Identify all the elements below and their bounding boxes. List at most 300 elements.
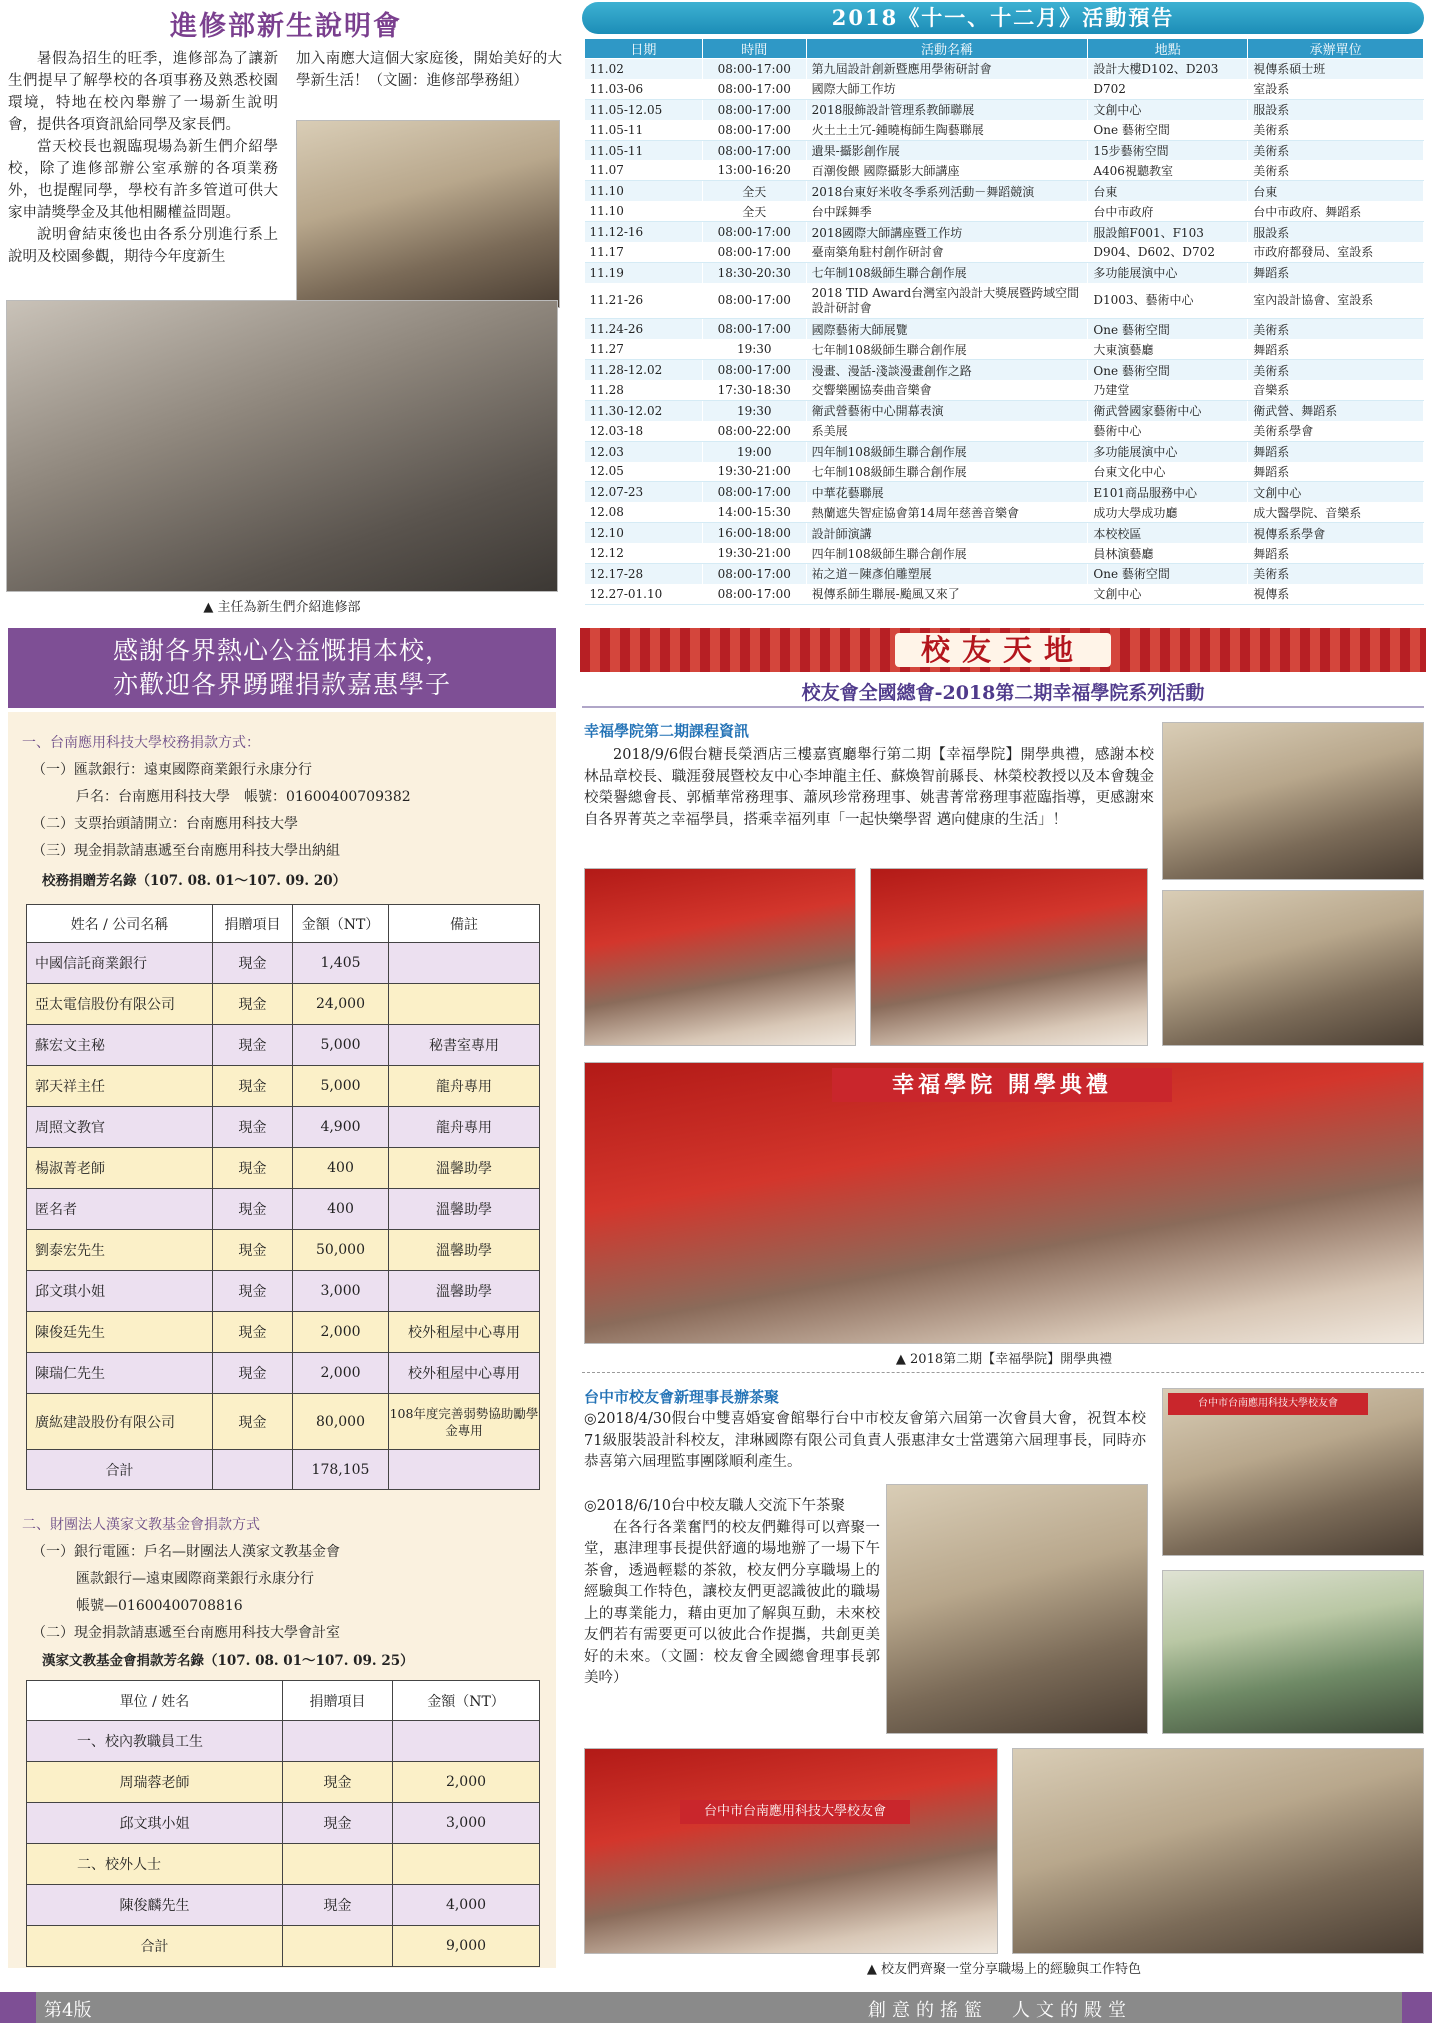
- calendar-time: 全天: [702, 181, 806, 201]
- donor-name: 匿名者: [27, 1189, 213, 1230]
- calendar-activity: 七年制108級師生聯合創作展: [806, 262, 1088, 282]
- total-label: 合計: [27, 1926, 283, 1967]
- calendar-time: 08:00-17:00: [702, 319, 806, 339]
- calendar-row: [585, 262, 1424, 282]
- calendar-col-venue: 地點: [1088, 39, 1248, 59]
- calendar-time: 19:30-21:00: [702, 543, 806, 563]
- donor-name: 周照文教官: [27, 1107, 213, 1148]
- divider: [582, 706, 1424, 708]
- presentation-photo: [1162, 1570, 1424, 1734]
- donor-note: 溫馨助學: [389, 1271, 540, 1312]
- tea-gathering-photo: [1012, 1748, 1424, 1954]
- calendar-venue: D904、D602、D702: [1088, 242, 1248, 262]
- classroom-photo: [296, 120, 560, 308]
- calendar-venue: E101商品服務中心: [1088, 482, 1248, 502]
- donor-amount: 400: [293, 1148, 389, 1189]
- calendar-col-activity: 活動名稱: [806, 39, 1088, 59]
- donor-name: 邱文琪小姐: [27, 1803, 283, 1844]
- calendar-row: [585, 319, 1424, 339]
- calendar-activity: 國際大師工作坊: [806, 79, 1088, 99]
- alumni-banner-title: 校友天地: [895, 633, 1111, 667]
- alumni-group-photo: [584, 1748, 998, 1954]
- donor-item: 現金: [213, 1271, 293, 1312]
- calendar-date: 11.24-26: [585, 319, 703, 339]
- calendar-venue: 文創中心: [1088, 99, 1248, 119]
- page-footer: [0, 1992, 1432, 2023]
- school-donor-table: [26, 904, 540, 1490]
- calendar-organizer: 音樂系: [1248, 380, 1424, 400]
- donor-name: 蘇宏文主秘: [27, 1025, 213, 1066]
- calendar-venue: One 藝術空間: [1088, 319, 1248, 339]
- donor-row: [27, 1394, 540, 1450]
- calendar-time: 08:00-17:00: [702, 242, 806, 262]
- footer-slogan: 創意的搖籃 人文的殿堂: [868, 2000, 1132, 2021]
- calendar-organizer: 服設系: [1248, 99, 1424, 119]
- calendar-time: 08:00-17:00: [702, 140, 806, 160]
- donor-list-title: 校務捐贈芳名錄（107. 08. 01～107. 09. 20）: [42, 873, 347, 889]
- calendar-venue: One 藝術空間: [1088, 360, 1248, 380]
- donor-row: [27, 1148, 540, 1189]
- calendar-activity: 四年制108級師生聯合創作展: [806, 441, 1088, 461]
- group-empty: [393, 1721, 540, 1762]
- donor-row: [27, 1230, 540, 1271]
- calendar-organizer: 美術系: [1248, 140, 1424, 160]
- donor-group-label: 一、校內教職員工生: [27, 1721, 283, 1762]
- calendar-date: 11.19: [585, 262, 703, 282]
- calendar-time: 08:00-17:00: [702, 360, 806, 380]
- calendar-organizer: 美術系學會: [1248, 421, 1424, 441]
- calendar-date: 12.08: [585, 502, 703, 522]
- group-empty: [393, 1844, 540, 1885]
- donor-col-note: 備註: [389, 905, 540, 943]
- calendar-date: 12.27-01.10: [585, 584, 703, 604]
- calendar-venue: A406視聽教室: [1088, 160, 1248, 180]
- donor-amount: 5,000: [293, 1025, 389, 1066]
- calendar-row: [585, 380, 1424, 400]
- calendar-date: 11.27: [585, 339, 703, 359]
- donor-row: [27, 1885, 540, 1926]
- calendar-organizer: 室設系: [1248, 79, 1424, 99]
- section-heading: 台中市校友會新理事長辦茶聚: [584, 1388, 780, 1406]
- donor-amount: 5,000: [293, 1066, 389, 1107]
- donation-method-line: （三）現金捐款請惠遞至台南應用科技大學出納組: [32, 843, 340, 859]
- director-photo: [886, 1484, 1148, 1734]
- calendar-venue: 台東文化中心: [1088, 462, 1248, 482]
- calendar-venue: One 藝術空間: [1088, 120, 1248, 140]
- ceremony-banner-in-photo: 幸福學院 開學典禮: [832, 1068, 1172, 1102]
- calendar-venue: One 藝術空間: [1088, 563, 1248, 583]
- donor-item: 現金: [213, 1394, 293, 1450]
- donor-amount: 2,000: [293, 1353, 389, 1394]
- donation-method-line: （一）銀行電匯：戶名—財團法人漢家文教基金會: [32, 1544, 340, 1560]
- calendar-date: 12.12: [585, 543, 703, 563]
- calendar-row: [585, 283, 1424, 319]
- calendar-activity: 祐之道－陳彥伯雕塑展: [806, 563, 1088, 583]
- donor-col-amount: 金額（NT）: [393, 1681, 540, 1721]
- donor-note: 108年度完善弱勢協助勵學金專用: [389, 1394, 540, 1450]
- calendar-row: [585, 360, 1424, 380]
- calendar-date: 11.28-12.02: [585, 360, 703, 380]
- donor-col-item: 捐贈項目: [283, 1681, 393, 1721]
- donor-amount: 24,000: [293, 984, 389, 1025]
- calendar-activity: 中華花藝聯展: [806, 482, 1088, 502]
- calendar-time: 08:00-22:00: [702, 421, 806, 441]
- section-subheading: ◎2018/6/10台中校友職人交流下午茶聚: [584, 1498, 845, 1514]
- taichung-alumni-article: [584, 1386, 1146, 1474]
- calendar-date: 11.05-11: [585, 140, 703, 160]
- calendar-time: 08:00-17:00: [702, 482, 806, 502]
- calendar-activity: 七年制108級師生聯合創作展: [806, 462, 1088, 482]
- donor-col-name: 姓名 / 公司名稱: [27, 905, 213, 943]
- section-paragraph: 在各行各業奮鬥的校友們難得可以齊聚一堂，惠津理事長提供舒適的場地辦了一場下午茶會，透過輕鬆的茶敘，校友們分享職場上的經驗與工作特色，讓校友們更認識彼此的職場上的專業能力，藉由更加了解與互動，未來校友們若有需要更可以彼此合作提攜，共創更美好的未來。（文圖：校友會全國總會理事長郭美吟）: [584, 1519, 880, 1686]
- calendar-row: [585, 339, 1424, 359]
- calendar-activity: 百潮俊餵 國際攝影大師講座: [806, 160, 1088, 180]
- calendar-header-row: [585, 39, 1424, 59]
- association-banner-in-photo: 台中市台南應用科技大學校友會: [680, 1800, 910, 1824]
- donor-row: [27, 1271, 540, 1312]
- news-body: [8, 48, 278, 268]
- donor-table-header: [27, 1681, 540, 1721]
- calendar-date: 12.07-23: [585, 482, 703, 502]
- divider: [582, 1372, 1424, 1373]
- donor-name: 周瑞蓉老師: [27, 1762, 283, 1803]
- calendar-row: [585, 59, 1424, 79]
- donor-note: 校外租屋中心專用: [389, 1312, 540, 1353]
- calendar-col-organizer: 承辦單位: [1248, 39, 1424, 59]
- calendar-organizer: 舞蹈系: [1248, 339, 1424, 359]
- total-amount: 178,105: [293, 1450, 389, 1490]
- happiness-academy-article: [584, 720, 1154, 831]
- calendar-time: 16:00-18:00: [702, 523, 806, 543]
- calendar-activity: 交響樂團協奏曲音樂會: [806, 380, 1088, 400]
- photo-caption: ▲ 2018第二期【幸福學院】開學典禮: [895, 1352, 1113, 1367]
- footer-accent: [1402, 1992, 1432, 2023]
- donor-name: 中國信託商業銀行: [27, 943, 213, 984]
- calendar-organizer: 舞蹈系: [1248, 543, 1424, 563]
- calendar-organizer: 舞蹈系: [1248, 462, 1424, 482]
- donor-note: 溫馨助學: [389, 1148, 540, 1189]
- calendar-organizer: 美術系: [1248, 120, 1424, 140]
- news-title: 進修部新生說明會: [170, 11, 402, 42]
- donation-method-line: （二）現金捐款請惠遞至台南應用科技大學會計室: [32, 1625, 340, 1641]
- donor-table-total-row: [27, 1450, 540, 1490]
- calendar-row: [585, 160, 1424, 180]
- group-photo: [1162, 722, 1424, 880]
- calendar-time: 全天: [702, 201, 806, 221]
- calendar-row: [585, 99, 1424, 119]
- association-banner-in-photo: 台中市台南應用科技大學校友會: [1168, 1393, 1368, 1415]
- donation-section-title: 二、財團法人漢家文教基金會捐款方式: [22, 1517, 260, 1533]
- donation-account-line: 戶名：台南應用科技大學 帳號：01600400709382: [76, 789, 411, 805]
- donation-banner: [8, 628, 556, 708]
- donor-amount: 2,000: [393, 1762, 540, 1803]
- total-label: 合計: [27, 1450, 213, 1490]
- calendar-row: [585, 181, 1424, 201]
- donor-note: [389, 943, 540, 984]
- calendar-organizer: 室內設計協會、室設系: [1248, 283, 1424, 319]
- news-paragraph: 當天校長也親臨現場為新生們介紹學校，除了進修部辦公室承辦的各項業務外，也提醒同學，學校有許多管道可供大家申請獎學金及其他相關權益問題。: [8, 139, 278, 221]
- calendar-row: [585, 222, 1424, 242]
- calendar-venue: 員林演藝廳: [1088, 543, 1248, 563]
- calendar-organizer: 美術系: [1248, 160, 1424, 180]
- donor-note: 校外租屋中心專用: [389, 1353, 540, 1394]
- calendar-venue: 台東: [1088, 181, 1248, 201]
- calendar-time: 17:30-18:30: [702, 380, 806, 400]
- calendar-row: [585, 421, 1424, 441]
- calendar-date: 12.05: [585, 462, 703, 482]
- calendar-activity: 2018國際大師講座暨工作坊: [806, 222, 1088, 242]
- donation-method-line: （二）支票抬頭請開立：台南應用科技大學: [32, 816, 298, 832]
- donor-item: 現金: [213, 1066, 293, 1107]
- calendar-time: 08:00-17:00: [702, 120, 806, 140]
- calendar-time: 08:00-17:00: [702, 79, 806, 99]
- donation-methods-foundation: [22, 1512, 542, 1669]
- calendar-venue: 服設館F001、F103: [1088, 222, 1248, 242]
- group-empty: [283, 1721, 393, 1762]
- calendar-organizer: 美術系: [1248, 319, 1424, 339]
- donor-row: [27, 1066, 540, 1107]
- calendar-date: 11.05-11: [585, 120, 703, 140]
- calendar-title: 2018《十一、十二月》活動預告: [582, 2, 1424, 34]
- section-paragraph: ◎2018/4/30假台中雙喜婚宴會館舉行台中市校友會第六屆第一次會員大會，祝賀本校71級服裝設計科校友，津琳國際有限公司負責人張惠津女士當選第六屆理事長，同時亦恭喜第六屆理監事團隊順利產生。: [584, 1411, 1146, 1470]
- calendar-organizer: 市政府都發局、室設系: [1248, 242, 1424, 262]
- calendar-venue: 多功能展演中心: [1088, 262, 1248, 282]
- photo-caption: ▲ 主任為新生們介紹進修部: [203, 600, 361, 615]
- calendar-venue: 藝術中心: [1088, 421, 1248, 441]
- calendar-venue: 台中市政府: [1088, 201, 1248, 221]
- donor-amount: 400: [293, 1189, 389, 1230]
- donor-amount: 80,000: [293, 1394, 389, 1450]
- donor-row: [27, 1762, 540, 1803]
- calendar-activity: 2018服飾設計管理系教師聯展: [806, 99, 1088, 119]
- calendar-organizer: 服設系: [1248, 222, 1424, 242]
- donor-col-item: 捐贈項目: [213, 905, 293, 943]
- calendar-time: 19:30-21:00: [702, 462, 806, 482]
- calendar-activity: 臺南築角駐村創作研討會: [806, 242, 1088, 262]
- calendar-date: 11.17: [585, 242, 703, 262]
- calendar-organizer: 視傳系碩士班: [1248, 59, 1424, 79]
- calendar-activity: 設計師演講: [806, 523, 1088, 543]
- calendar-date: 12.17-28: [585, 563, 703, 583]
- donor-item: 現金: [213, 1025, 293, 1066]
- donor-amount: 1,405: [293, 943, 389, 984]
- donor-list-title: 漢家文教基金會捐款芳名錄（107. 08. 01～107. 09. 25）: [42, 1653, 414, 1669]
- calendar-time: 18:30-20:30: [702, 262, 806, 282]
- speaker-photo: [584, 868, 856, 1046]
- donor-item: 現金: [283, 1885, 393, 1926]
- calendar-row: [585, 120, 1424, 140]
- section-paragraph: 2018/9/6假台糖長榮酒店三樓嘉賓廳舉行第二期【幸福學院】開學典禮，感謝本校林品章校長、職涯發展暨校友中心李坤龍主任、蘇煥智前縣長、林榮校教授以及本會魏金校榮譽總會長、郭楯華常務理事、蕭夙珍常務理事、姚書菁常務理事蒞臨指導，更感謝來自各界菁英之幸福學員，搭乘幸福列車「一起快樂學習 邁向健康的生活」！: [584, 747, 1154, 828]
- calendar-date: 12.03: [585, 441, 703, 461]
- afternoon-tea-article: [584, 1496, 880, 1690]
- calendar-row: [585, 563, 1424, 583]
- donor-name: 郭天祥主任: [27, 1066, 213, 1107]
- donor-item: 現金: [213, 1189, 293, 1230]
- calendar-venue: 文創中心: [1088, 584, 1248, 604]
- news-paragraph: 說明會結束後也由各系分別進行系上說明及校園參觀，期待今年度新生: [8, 227, 278, 265]
- calendar-time: 08:00-17:00: [702, 584, 806, 604]
- calendar-time: 08:00-17:00: [702, 283, 806, 319]
- donor-note: 龍舟專用: [389, 1066, 540, 1107]
- calendar-col-date: 日期: [585, 39, 703, 59]
- calendar-col-time: 時間: [702, 39, 806, 59]
- calendar-time: 14:00-15:30: [702, 502, 806, 522]
- calendar-body: [585, 59, 1424, 605]
- donor-group-row: [27, 1844, 540, 1885]
- donor-item: 現金: [213, 984, 293, 1025]
- calendar-organizer: 衛武營、舞蹈系: [1248, 400, 1424, 420]
- donor-note: [389, 984, 540, 1025]
- calendar-time: 08:00-17:00: [702, 59, 806, 79]
- donor-col-amount: 金額（NT）: [293, 905, 389, 943]
- calendar-row: [585, 502, 1424, 522]
- footer-accent: [0, 1992, 36, 2023]
- calendar-venue: D1003、藝術中心: [1088, 283, 1248, 319]
- donor-group-label: 二、校外人士: [27, 1844, 283, 1885]
- section-heading: 幸福學院第二期課程資訊: [584, 722, 750, 740]
- donor-item: 現金: [213, 1312, 293, 1353]
- donor-name: 亞太電信股份有限公司: [27, 984, 213, 1025]
- donor-row: [27, 943, 540, 984]
- calendar-date: 11.10: [585, 201, 703, 221]
- calendar-activity: 遺果-攝影創作展: [806, 140, 1088, 160]
- calendar-row: [585, 400, 1424, 420]
- donor-amount: 2,000: [293, 1312, 389, 1353]
- donor-note: 秘書室專用: [389, 1025, 540, 1066]
- donor-row: [27, 1189, 540, 1230]
- calendar-time: 08:00-17:00: [702, 222, 806, 242]
- donor-name: 陳俊廷先生: [27, 1312, 213, 1353]
- calendar-time: 19:00: [702, 441, 806, 461]
- donor-item: 現金: [283, 1803, 393, 1844]
- calendar-activity: 2018台東好米收冬季系列活動－舞蹈競演: [806, 181, 1088, 201]
- calendar-activity: 視傳系師生聯展-颱風又來了: [806, 584, 1088, 604]
- calendar-row: [585, 441, 1424, 461]
- calendar-organizer: 美術系: [1248, 563, 1424, 583]
- calendar-venue: 大東演藝廳: [1088, 339, 1248, 359]
- donor-table-body: [27, 943, 540, 1450]
- donor-item: 現金: [213, 1148, 293, 1189]
- total-amount: 9,000: [393, 1926, 540, 1967]
- calendar-row: [585, 523, 1424, 543]
- donor-name: 陳瑞仁先生: [27, 1353, 213, 1394]
- donor-item: 現金: [213, 1230, 293, 1271]
- news-continuation: 加入南應大這個大家庭後，開始美好的大學新生活！（文圖：進修部學務組）: [296, 51, 562, 89]
- calendar-venue: 設計大樓D102、D203: [1088, 59, 1248, 79]
- calendar-date: 11.28: [585, 380, 703, 400]
- calendar-organizer: 視傳系: [1248, 584, 1424, 604]
- news-paragraph: 暑假為招生的旺季，進修部為了讓新生們提早了解學校的各項事務及熟悉校園環境，特地在校內舉辦了一場新生說明會，提供各項資訊給同學及家長們。: [8, 51, 278, 133]
- alumni-banner: [580, 628, 1426, 672]
- donation-account-line: 帳號—01600400708816: [76, 1598, 243, 1614]
- calendar-time: 19:30: [702, 339, 806, 359]
- calendar-activity: 台中踩舞季: [806, 201, 1088, 221]
- calendar-row: [585, 482, 1424, 502]
- donor-row: [27, 1353, 540, 1394]
- calendar-date: 11.21-26: [585, 283, 703, 319]
- calendar-row: [585, 242, 1424, 262]
- calendar-date: 12.10: [585, 523, 703, 543]
- calendar-activity: 漫畫、漫話-淺談漫畫創作之路: [806, 360, 1088, 380]
- calendar-time: 08:00-17:00: [702, 563, 806, 583]
- calendar-row: [585, 140, 1424, 160]
- calendar-date: 11.10: [585, 181, 703, 201]
- donor-name: 楊淑菁老師: [27, 1148, 213, 1189]
- donor-row: [27, 984, 540, 1025]
- calendar-row: [585, 79, 1424, 99]
- donor-amount: 3,000: [293, 1271, 389, 1312]
- donor-note: 溫馨助學: [389, 1230, 540, 1271]
- calendar-activity: 四年制108級師生聯合創作展: [806, 543, 1088, 563]
- calendar-activity: 七年制108級師生聯合創作展: [806, 339, 1088, 359]
- calendar-venue: 15步藝術空間: [1088, 140, 1248, 160]
- section-body: [584, 1518, 880, 1690]
- calendar-activity: 衛武營藝術中心開幕表演: [806, 400, 1088, 420]
- donation-banner-line: 感謝各界熱心公益慨捐本校，: [112, 636, 451, 665]
- calendar-venue: 乃建堂: [1088, 380, 1248, 400]
- calendar-date: 11.03-06: [585, 79, 703, 99]
- group-empty: [283, 1844, 393, 1885]
- calendar-activity: 系美展: [806, 421, 1088, 441]
- calendar-organizer: 視傳系系學會: [1248, 523, 1424, 543]
- calendar-activity: 國際藝術大師展覽: [806, 319, 1088, 339]
- page-number: 第4版: [44, 2000, 92, 2021]
- total-item-empty: [213, 1450, 293, 1490]
- donation-bank-line: 匯款銀行—遠東國際商業銀行永康分行: [76, 1571, 314, 1587]
- donor-item: 現金: [213, 1107, 293, 1148]
- donor-amount: 4,900: [293, 1107, 389, 1148]
- calendar-activity: 熱蘭遮失智症協會第14周年慈善音樂會: [806, 502, 1088, 522]
- alumni-subtitle: 校友會全國總會-2018第二期幸福學院系列活動: [801, 682, 1205, 704]
- calendar-organizer: 舞蹈系: [1248, 262, 1424, 282]
- calendar-organizer: 美術系: [1248, 360, 1424, 380]
- calendar-row: [585, 584, 1424, 604]
- donation-section-title: 一、台南應用科技大學校務捐款方式：: [22, 735, 260, 751]
- activity-calendar-table: [584, 38, 1424, 605]
- donor-table-total-row: [27, 1926, 540, 1967]
- calendar-venue: 衛武營國家藝術中心: [1088, 400, 1248, 420]
- donor-col-name: 單位 / 姓名: [27, 1681, 283, 1721]
- calendar-time: 08:00-17:00: [702, 99, 806, 119]
- photo-caption: ▲ 校友們齊聚一堂分享職場上的經驗與工作特色: [866, 1962, 1142, 1977]
- donor-row: [27, 1107, 540, 1148]
- calendar-date: 12.03-18: [585, 421, 703, 441]
- calendar-activity: 火土土土冗-鍾曉梅師生陶藝聯展: [806, 120, 1088, 140]
- calendar-row: [585, 462, 1424, 482]
- speaker-photo: [870, 868, 1148, 1046]
- calendar-organizer: 台東: [1248, 181, 1424, 201]
- audience-photo: [6, 300, 558, 592]
- donor-group-row: [27, 1721, 540, 1762]
- donor-item: 現金: [213, 943, 293, 984]
- calendar-organizer: 舞蹈系: [1248, 441, 1424, 461]
- calendar-time: 19:30: [702, 400, 806, 420]
- calendar-organizer: 文創中心: [1248, 482, 1424, 502]
- donor-amount: 3,000: [393, 1803, 540, 1844]
- calendar-date: 11.30-12.02: [585, 400, 703, 420]
- calendar-organizer: 成大醫學院、音樂系: [1248, 502, 1424, 522]
- calendar-venue: 本校校區: [1088, 523, 1248, 543]
- donor-item: 現金: [283, 1762, 393, 1803]
- donor-note: 溫馨助學: [389, 1189, 540, 1230]
- donation-methods-school: [22, 730, 542, 889]
- calendar-time: 13:00-16:20: [702, 160, 806, 180]
- donor-row: [27, 1803, 540, 1844]
- calendar-venue: D702: [1088, 79, 1248, 99]
- calendar-date: 11.12-16: [585, 222, 703, 242]
- section-body: [584, 745, 1154, 831]
- group-photo: [1162, 890, 1424, 1046]
